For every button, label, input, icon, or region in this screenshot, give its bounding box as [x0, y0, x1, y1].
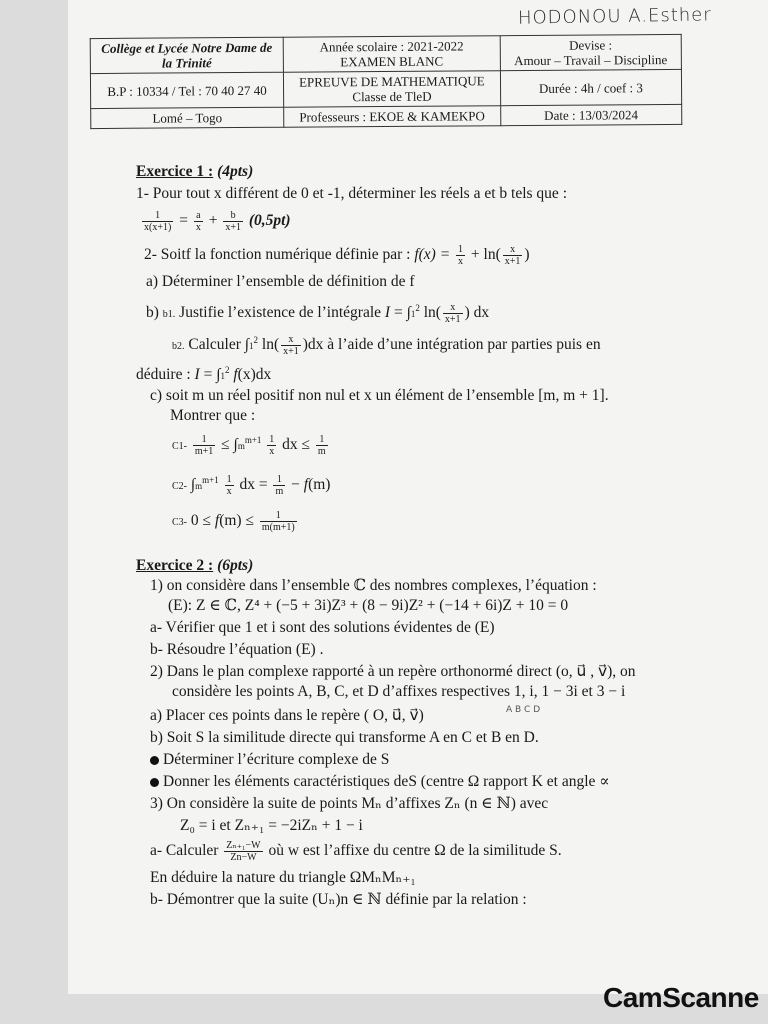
exercise-1-points: (4pts)	[217, 163, 254, 180]
ex2-q3b: b- Démontrer que la suite (Uₙ)n ∈ ℕ définie par la relation :	[150, 891, 527, 908]
ex1-q2-text: 2- Soitf la fonction numérique définie par :	[144, 246, 411, 264]
ex2-q1b: b- Résoudre l’équation (E) .	[150, 641, 324, 658]
motto-label: Devise :	[569, 37, 613, 53]
exercise-2-points: (6pts)	[217, 557, 254, 574]
ex2-q2b-item-1	[150, 750, 389, 770]
ex2-q2b: b) Soit S la similitude directe qui transforme A en C et B en D.	[150, 729, 539, 746]
exam-date: Date : 13/03/2024	[500, 104, 681, 125]
ex1-question-2: 2- Soitf la fonction numérique définie par : f(x) = $\frac{1}{x}$ + ln( $\frac{x}{x+1}$ )	[144, 244, 530, 267]
ex1-q2a: a) Déterminer l’ensemble de définition de f	[146, 273, 415, 290]
scanner-watermark: CamScanne	[603, 982, 759, 1013]
ex1-q1-points: (0,5pt)	[248, 212, 291, 230]
bullet-icon	[150, 756, 159, 765]
exercise-1-title: Exercice 1 :	[136, 163, 214, 180]
ex2-q2-cont: considère les points A, B, C, et D d’affixes respectives 1, i, 1 − 3i et 3 − i	[172, 683, 626, 700]
exam-header-table	[90, 34, 683, 129]
ex2-q3a: a- Calculer $\frac{\text{Zₙ₊₁−W}}{Zn-W}$ où w est l’affixe du centre Ω de la similitude S.	[150, 840, 562, 863]
ex1-question-1: 1- Pour tout x différent de 0 et -1, déterminer les réels a et b tels que :	[136, 185, 567, 202]
ex2-q2b-ii-text: Donner les éléments caractéristiques deS (centre Ω rapport K et angle ∝	[163, 773, 610, 790]
ex1-q2b-label: b)	[146, 304, 159, 322]
ex2-equation: (E): Z ∈ ℂ, Z⁴ + (−5 + 3i)Z³ + (8 − 9i)Z² + (−14 + 6i)Z + 10 = 0	[168, 597, 569, 614]
ex2-q2b-item-2	[150, 772, 610, 792]
exam-class: Classe de TleD	[352, 88, 432, 105]
exam-type: EXAMEN BLANC	[340, 53, 444, 70]
header-subject-class	[283, 71, 500, 108]
handwritten-student-name: HODONOU A.Esther	[517, 4, 712, 29]
ex1-q2b2-pre: Calculer	[188, 336, 241, 354]
ex1-q1-equation: $\frac{1}{x(x+1)}$ = $\frac{a}{x}$ + $\frac{b}{x+1}$ (0,5pt)	[144, 210, 291, 233]
ex2-q3-definition: Z₀ = i et Zₙ₊₁ = −2iZₙ + 1 − i	[180, 817, 363, 834]
ex1-q2c3: C3- 0 ≤ f(m) ≤ $\frac{1}{m(m+1)}$	[172, 510, 295, 533]
exam-subject: EPREUVE DE MATHEMATIQUE	[298, 73, 485, 90]
motto-text: Amour – Travail – Discipline	[514, 52, 668, 69]
ex1-q2c1: C1- $\frac{1}{m+1}$ ≤ $\int m^{m+1}$ $\frac{1}{x}$ dx ≤ $\frac{1}{m}$	[172, 434, 326, 458]
exercise-2-heading	[136, 556, 253, 576]
ex1-q2b2-post: à l’aide d’une intégration par parties puis en	[327, 336, 601, 354]
ex1-q2c: c) soit m un réel positif non nul et x un élément de l’ensemble [m, m + 1].	[150, 387, 609, 404]
ex2-q1a: a- Vérifier que 1 et i sont des solutions évidentes de (E)	[150, 619, 495, 636]
exercise-2-title: Exercice 2 :	[136, 557, 214, 574]
ex2-question-3: 3) On considère la suite de points Mₙ d’affixes Zₙ (n ∈ ℕ) avec	[150, 795, 549, 812]
contact-info: B.P : 10334 / Tel : 70 40 27 40	[90, 72, 283, 108]
header-year-exam	[283, 36, 500, 73]
ex2-q3a-pre: a- Calculer	[150, 842, 219, 860]
ex2-question-2: 2) Dans le plan complexe rapporté à un repère orthonormé direct (o, u⃗ , v⃗), on	[150, 663, 636, 680]
ex1-q2b2-cont: déduire : $I = \int 1^2$ f(x)dx	[136, 365, 272, 384]
ex1-q2b2: b2. Calculer $\int 1^2$ ln( $\frac{x}{x+1}$ )dx à l’aide d’une intégration par parties puis en	[172, 334, 601, 358]
ex2-q2a: a) Placer ces points dans le repère ( O, u⃗, v⃗)	[150, 707, 424, 724]
ex2-q3a-cont: En déduire la nature du triangle ΩMₙMₙ₊₁	[150, 869, 416, 886]
ex2-question-1: 1) on considère dans l’ensemble ℂ des nombres complexes, l’équation :	[150, 577, 597, 594]
ex1-q2c-show: Montrer que :	[170, 407, 256, 424]
header-motto	[500, 34, 682, 70]
ex2-point-annotation: A B C D	[506, 705, 541, 715]
bullet-icon	[150, 778, 159, 787]
ex1-q2b2-cont-text: déduire :	[136, 366, 191, 384]
ex2-q2b-i-text: Déterminer l’écriture complexe de S	[163, 751, 390, 768]
ex1-q2b1: b) b1. Justifie l’existence de l’intégrale $I = \int 1^2$ ln( $\frac{x}{x+1}$ ) dx	[146, 302, 490, 326]
school-name: Collège et Lycée Notre Dame de la Trinité	[90, 37, 283, 73]
exam-duration: Durée : 4h / coef : 3	[500, 69, 682, 105]
ex1-q2c2: C2- $\int m^{m+1}$ $\frac{1}{x}$ dx = $\frac{1}{m}$ − f(m)	[172, 474, 331, 498]
city: Lomé – Togo	[91, 107, 284, 128]
school-year: Année scolaire : 2021-2022	[319, 38, 464, 55]
exercise-1-heading	[136, 162, 253, 182]
ex1-q2b1-text: Justifie l’existence de l’intégrale	[179, 304, 382, 322]
teachers: Professeurs : EKOE & KAMEKPO	[284, 106, 501, 128]
ex2-q3a-post: où w est l’affixe du centre Ω de la similitude S.	[268, 842, 562, 860]
